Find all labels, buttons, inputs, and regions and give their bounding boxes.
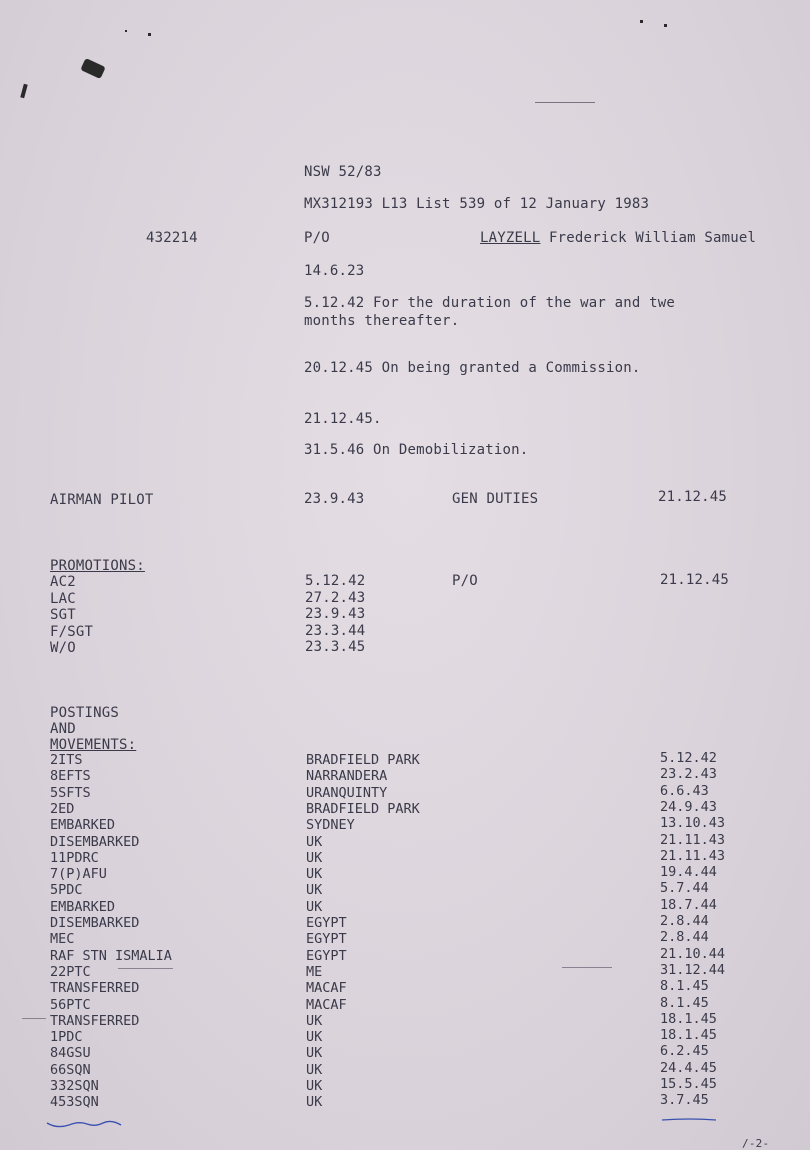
pen-squiggle-left: [45, 1115, 125, 1131]
promotion-rank: F/SGT: [50, 623, 94, 640]
posting-date: 2.8.44: [660, 913, 709, 929]
posting-unit: 2ITS: [50, 752, 83, 768]
posting-place: UK: [306, 1029, 323, 1046]
promotion-date: 23.3.45: [305, 639, 366, 655]
list-reference: MX312193 L13 List 539 of 12 January 1983: [304, 196, 650, 212]
posting-place: UK: [306, 1094, 323, 1111]
commission-rank: P/O: [452, 573, 478, 589]
posting-unit: 332SQN: [50, 1078, 99, 1094]
promotion-date: 23.9.43: [305, 606, 366, 622]
posting-place: UK: [306, 866, 323, 883]
rank: P/O: [304, 230, 330, 246]
posting-unit: TRANSFERRED: [50, 1012, 140, 1029]
posting-unit: TRANSFERRED: [50, 980, 140, 997]
posting-place: UK: [306, 1012, 323, 1029]
posting-date: 24.9.43: [660, 798, 717, 815]
posting-unit: 5PDC: [50, 882, 83, 899]
posting-place: MACAF: [306, 996, 347, 1013]
posting-date: 13.10.43: [660, 815, 726, 832]
promotion-rank: W/O: [50, 640, 76, 656]
service-number: 432214: [146, 230, 198, 246]
posting-place: NARRANDERA: [306, 768, 388, 785]
surname: LAYZELL: [480, 230, 541, 246]
postings-heading: POSTINGS: [50, 705, 120, 721]
postings-heading-and: AND: [50, 721, 76, 737]
commission-date: 21.12.45: [660, 572, 730, 588]
posting-date: 15.5.45: [660, 1076, 717, 1092]
branch-label: GEN DUTIES: [452, 491, 539, 507]
posting-unit: 2ED: [50, 800, 75, 817]
pen-line-right: [660, 1116, 720, 1124]
given-names: Frederick William Samuel: [549, 230, 757, 246]
promotion-rank: AC2: [50, 574, 76, 590]
posting-place: EGYPT: [306, 947, 347, 964]
posting-unit: 453SQN: [50, 1094, 99, 1111]
posting-place: UK: [306, 1078, 323, 1094]
posting-date: 5.12.42: [660, 750, 717, 766]
posting-place: MACAF: [306, 980, 347, 997]
ink-speck: [664, 24, 667, 27]
posting-unit: 56PTC: [50, 996, 91, 1013]
promotion-date: 23.3.44: [305, 622, 366, 639]
discharge-demob: 31.5.46 On Demobilization.: [304, 442, 529, 458]
ink-speck: [562, 967, 612, 968]
ink-speck: [125, 30, 127, 32]
posting-date: 6.6.43: [660, 782, 709, 799]
enlistment-line: 5.12.42 For the duration of the war and twe: [304, 295, 676, 311]
posting-unit: 7(P)AFU: [50, 866, 107, 883]
movements-heading: MOVEMENTS:: [50, 737, 137, 753]
posting-date: 21.11.43: [660, 831, 726, 848]
posting-date: 3.7.45: [660, 1092, 709, 1109]
promotions-heading: PROMOTIONS:: [50, 558, 145, 574]
posting-unit: MEC: [50, 931, 75, 948]
posting-place: UK: [306, 1045, 323, 1062]
posting-date: 21.11.43: [660, 847, 726, 864]
posting-place: URANQUINTY: [306, 784, 388, 801]
ink-speck: [22, 1018, 46, 1019]
posting-date: 18.1.45: [660, 1010, 717, 1027]
posting-date: 18.1.45: [660, 1027, 717, 1044]
posting-date: 18.7.44: [660, 896, 717, 913]
posting-date: 6.2.45: [660, 1043, 709, 1060]
discharge-commission: 20.12.45 On being granted a Commission.: [304, 360, 641, 376]
posting-unit: 1PDC: [50, 1029, 83, 1046]
posting-unit: 22PTC: [50, 963, 91, 980]
posting-date: 19.4.44: [660, 864, 717, 881]
posting-date: 24.4.45: [660, 1059, 717, 1076]
enlistment-line-cont: months thereafter.: [304, 313, 460, 329]
posting-unit: 84GSU: [50, 1045, 91, 1062]
appointment-date: 21.12.45.: [304, 411, 382, 427]
ink-speck: [535, 102, 595, 103]
ink-speck: [640, 20, 643, 23]
posting-date: 5.7.44: [660, 880, 709, 897]
promotion-date: 5.12.42: [305, 573, 366, 589]
posting-place: UK: [306, 849, 323, 866]
posting-date: 31.12.44: [660, 961, 726, 978]
posting-date: 8.1.45: [660, 978, 709, 995]
promotion-date: 27.2.43: [305, 589, 366, 606]
posting-place: ME: [306, 963, 323, 980]
posting-place: UK: [306, 882, 323, 899]
posting-unit: DISEMBARKED: [50, 915, 140, 931]
posting-place: EGYPT: [306, 915, 347, 931]
posting-date: 23.2.43: [660, 766, 717, 783]
posting-unit: EMBARKED: [50, 898, 116, 915]
ink-speck: [20, 84, 27, 99]
posting-date: 2.8.44: [660, 929, 709, 946]
member-name: [480, 230, 756, 246]
posting-place: BRADFIELD PARK: [306, 800, 420, 817]
mustering-date: 23.9.43: [304, 491, 365, 507]
ink-speck: [118, 968, 173, 969]
posting-unit: DISEMBARKED: [50, 833, 140, 850]
page-marker: /-2-: [742, 1137, 770, 1150]
posting-date: 8.1.45: [660, 994, 709, 1011]
mustering-label: AIRMAN PILOT: [50, 492, 154, 508]
posting-unit: RAF STN ISMALIA: [50, 947, 172, 964]
posting-unit: 5SFTS: [50, 784, 91, 801]
posting-place: UK: [306, 833, 323, 850]
promotion-rank: SGT: [50, 607, 76, 623]
posting-date: 21.10.44: [660, 945, 726, 962]
posting-unit: 66SQN: [50, 1061, 91, 1078]
posting-place: BRADFIELD PARK: [306, 752, 420, 768]
posting-unit: 11PDRC: [50, 849, 99, 866]
posting-unit: 8EFTS: [50, 768, 91, 785]
promotion-rank: LAC: [50, 590, 76, 607]
ink-speck: [80, 58, 105, 79]
posting-place: UK: [306, 1061, 323, 1078]
posting-place: SYDNEY: [306, 817, 355, 834]
file-reference: NSW 52/83: [304, 164, 382, 180]
ink-speck: [148, 33, 151, 36]
branch-date: 21.12.45: [658, 489, 728, 505]
posting-place: UK: [306, 898, 323, 915]
date-of-birth: 14.6.23: [304, 263, 365, 279]
posting-place: EGYPT: [306, 931, 347, 948]
posting-unit: EMBARKED: [50, 817, 116, 834]
